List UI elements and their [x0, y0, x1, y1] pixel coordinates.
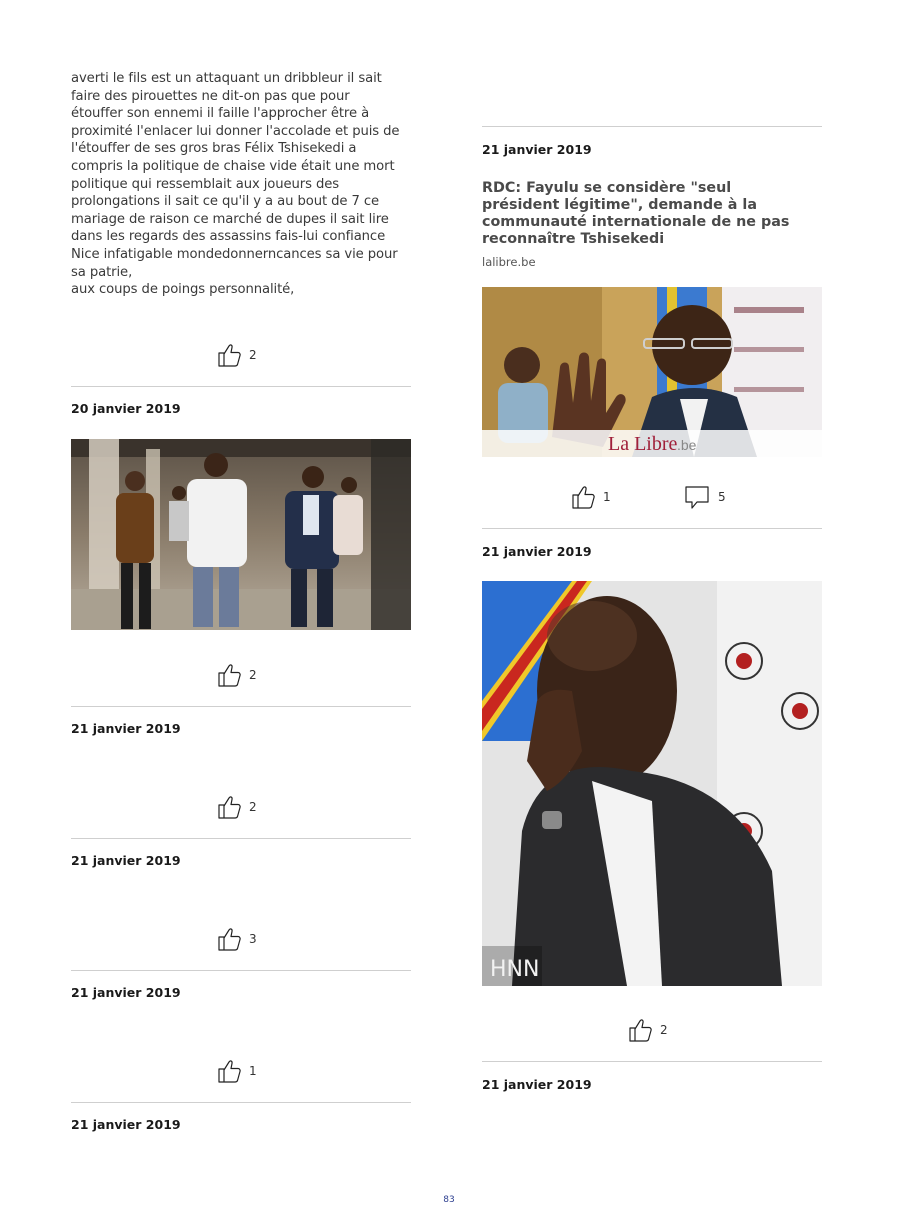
like-count: 2 — [249, 800, 257, 814]
thumbs-up-icon — [217, 342, 243, 368]
article-title[interactable]: RDC: Fayulu se considère "seul président légitime", demande à la communauté internationale de ne pas reconnaître Tshisekedi — [482, 180, 790, 247]
thumbs-up-icon — [217, 662, 243, 688]
divider — [71, 838, 411, 839]
post-body-text: averti le fils est un attaquant un dribbleur il sait faire des pirouettes ne dit-on pas que pour étouffer son ennemi il faille l'approcher être à proximité l'enlacer lui donner l'accolade et puis de l'étouffer de ses gros bras Félix Tshisekedi a compris la politique de chaise vide était une mort politique qui ressemblait aux joueurs des prolongations il sait ce qu'il y a au bout de 7 ce mariage de raison ce marché de dupes il sait lire dans les regards des assassins fais-lui confiance Nice infatigable mondedonnerncances sa vie pour sa patrie, aux coups de poings personnalité, — [71, 71, 400, 298]
comment-count: 5 — [718, 490, 726, 504]
divider — [71, 706, 411, 707]
post-photo-walk[interactable] — [71, 439, 411, 630]
post-date: 21 janvier 2019 — [482, 1077, 592, 1092]
image-brand: La Libre — [608, 433, 678, 455]
like-count: 2 — [660, 1023, 668, 1037]
image-watermark: HNN — [490, 957, 540, 982]
comment-button[interactable] — [684, 484, 726, 510]
like-count: 2 — [249, 348, 257, 362]
thumbs-up-icon — [571, 484, 597, 510]
page-number: 83 — [443, 1195, 455, 1205]
post-date: 21 janvier 2019 — [482, 544, 592, 559]
like-button[interactable] — [217, 794, 257, 820]
post-date: 21 janvier 2019 — [71, 853, 181, 868]
post-date: 21 janvier 2019 — [71, 985, 181, 1000]
comment-icon — [684, 484, 710, 510]
like-button[interactable] — [571, 484, 611, 510]
thumbs-up-icon — [628, 1017, 654, 1043]
divider — [71, 970, 411, 971]
left-column — [71, 70, 411, 299]
like-button[interactable] — [217, 662, 257, 688]
image-brand-suffix: .be — [677, 437, 697, 453]
divider — [71, 1102, 411, 1103]
post-date: 21 janvier 2019 — [482, 142, 592, 157]
like-count: 3 — [249, 932, 257, 946]
thumbs-up-icon — [217, 794, 243, 820]
thumbs-up-icon — [217, 926, 243, 952]
like-button[interactable] — [217, 1058, 257, 1084]
post-date: 21 janvier 2019 — [71, 721, 181, 736]
like-count: 1 — [603, 490, 611, 504]
divider — [482, 126, 822, 127]
article-photo-fayulu[interactable] — [482, 287, 822, 457]
divider — [482, 528, 822, 529]
like-count: 1 — [249, 1064, 257, 1078]
like-button[interactable] — [217, 926, 257, 952]
post-date: 21 janvier 2019 — [71, 1117, 181, 1132]
post-photo-fayulu-tears[interactable] — [482, 581, 822, 986]
like-count: 2 — [249, 668, 257, 682]
divider — [482, 1061, 822, 1062]
article-source: lalibre.be — [482, 255, 536, 269]
post-date: 20 janvier 2019 — [71, 401, 181, 416]
like-button[interactable] — [628, 1017, 668, 1043]
divider — [71, 386, 411, 387]
article-link-card[interactable] — [482, 180, 802, 269]
thumbs-up-icon — [217, 1058, 243, 1084]
like-button[interactable] — [217, 342, 257, 368]
